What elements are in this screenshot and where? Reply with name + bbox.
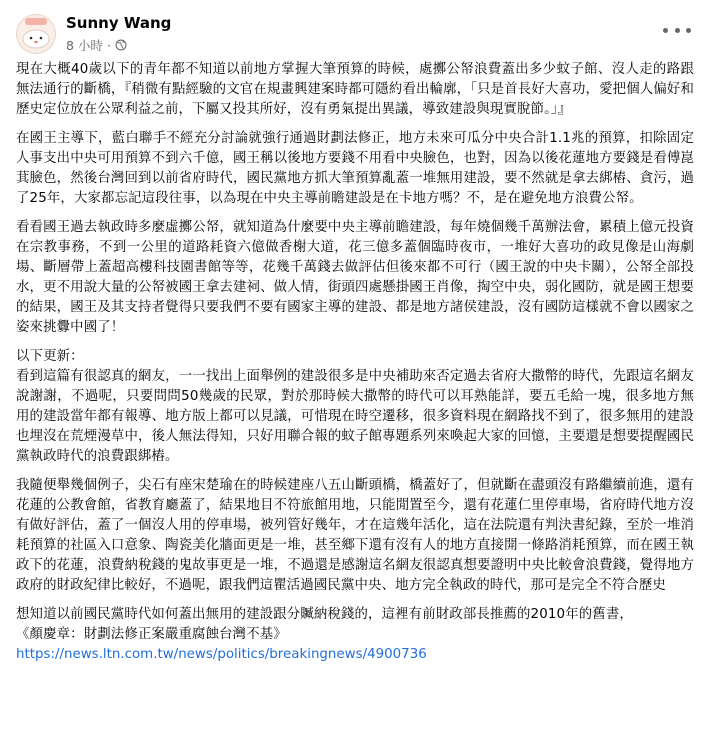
post-paragraph-3: 看看國王過去執政時多麼虛擲公帑，就知道為什麼要中央主導前瞻建設，每年燒個幾千萬辦法會，累積上億元投資在宗教事務，不到一公里的道路耗資六億做香榭大道，花三億多蓋個臨時夜市，一堆好大喜功的政見像是山海劇場、斷層帶上蓋超高樓科技園書館等等，花幾千萬錢去做評估但後來都不可行（國王說的中央卡關），公帑全部投水，更不用說大量的公帑被國王拿去建祠、做人情，街頭四處懸掛國王肖像，掏空中央，弱化國防，就是國王想要的結果，國王及其支持者覺得只要我們不要有國家主導的建設、都是地方諸侯建設，沒有國防這樣就不會以國家之姿來挑釁中國了！ [16, 220, 694, 335]
meta-separator: · [106, 37, 111, 53]
post-paragraph-1: 現在大概40歲以下的青年都不知道以前地方掌握大筆預算的時候，處擲公帑浪費蓋出多少蚊子館、沒人走的路跟無法通行的斷橋，『稍微有點經驗的文官在規畫興建案時都可隱約看出輪廓，「只是首長好大喜功，愛把個人偏好和歷史定位放在公眾利益之前，下屬又投其所好，沒有勇氣提出異議，導致建設與現實脫節。」』 [16, 62, 694, 117]
closing-text: 想知道以前國民黨時代如何蓋出無用的建設跟分贓納稅錢的，這裡有前財政部長推薦的2010年的舊書， [16, 607, 633, 622]
more-options-button[interactable] [663, 20, 691, 40]
more-icon-dot [675, 28, 680, 33]
globe-icon[interactable] [115, 39, 127, 51]
update-paragraph: 看到這篇有很認真的網友，一一找出上面舉例的建設很多是中央補助來否定過去省府大撒幣的時代，先跟這名網友說謝謝，不過呢，只要問問50幾歲的民眾，對於那時候大撒幣的時代可以耳熟能詳，要五毛給一塊，很多地方無用的建設當年都有報導、地方版上都可以見議，可惜現在時空遷移，很多資料現在網路找不到了，很多無用的建設也埋沒在荒煙漫草中，後人無法得知，只好用聯合報的蚊子館專題系列來喚起大家的回憶，主要還是想要提醒國民黨執政時代的浪費跟綁樁。 [16, 369, 694, 464]
news-link[interactable]: https://news.ltn.com.tw/news/politics/breakingnews/4900736 [16, 647, 427, 662]
post-body [16, 60, 694, 665]
post-paragraph-2: 在國王主導下，藍白聯手不經充分討論就強行通過財劃法修正，地方未來可瓜分中央合計1.1兆的預算，扣除固定人事支出中央可用預算不到六千億，國王稱以後地方要錢不用看中央臉色，也對，因為以後花蓮地方要錢是看傅崑萁臉色，然後台灣回到以前省府時代，國民黨地方抓大筆預算亂蓋一堆無用建設，要不然就是拿去綁樁、貪污，過了25年，大家都忘記這段往事，以為現在中央主導前瞻建設是在卡地方嗎？不，是在避免地方浪費公帑。 [16, 131, 694, 206]
post-header [16, 12, 693, 58]
author-name[interactable]: Sunny Wang [66, 14, 172, 32]
book-title: 《顏慶章：財劃法修正案嚴重腐蝕台灣不基》 [16, 627, 287, 642]
avatar-face-icon [16, 14, 56, 54]
avatar[interactable] [16, 14, 56, 54]
more-icon [663, 28, 668, 33]
post-meta [66, 36, 127, 54]
post-paragraph-5: 我隨便舉幾個例子，尖石有座宋楚瑜在的時候建座八五山斷頭橋，橋蓋好了，但就斷在盡頭沒有路繼續前進，還有花蓮的公教會館，省教育廳蓋了，結果地目不符旅館用地，只能閒置至今，還有花蓮仁里停車場，省府時代地方沒有做好評估，蓋了一個沒人用的停車場，被列管好幾年，才在這幾年活化，這在法院還有判決書紀錄，至於一堆消耗預算的社區入口意象、陶瓷美化牆面更是一堆，甚至鄉下還有沒有人的地方直接開一條路消耗預算，而在國王執政下的花蓮，浪費納稅錢的鬼故事更是一堆，不過還是感謝這名網友很認真想要證明中央比較會浪費錢，覺得地方政府的財政紀律比較好，不過呢，跟我們這瞿活過國民黨中央、地方完全執政的時代，那可是完全不符合歷史 [16, 478, 694, 593]
more-icon-dot [686, 28, 691, 33]
post-time[interactable]: 8 小時 [66, 38, 103, 53]
update-heading: 以下更新： [16, 349, 84, 364]
